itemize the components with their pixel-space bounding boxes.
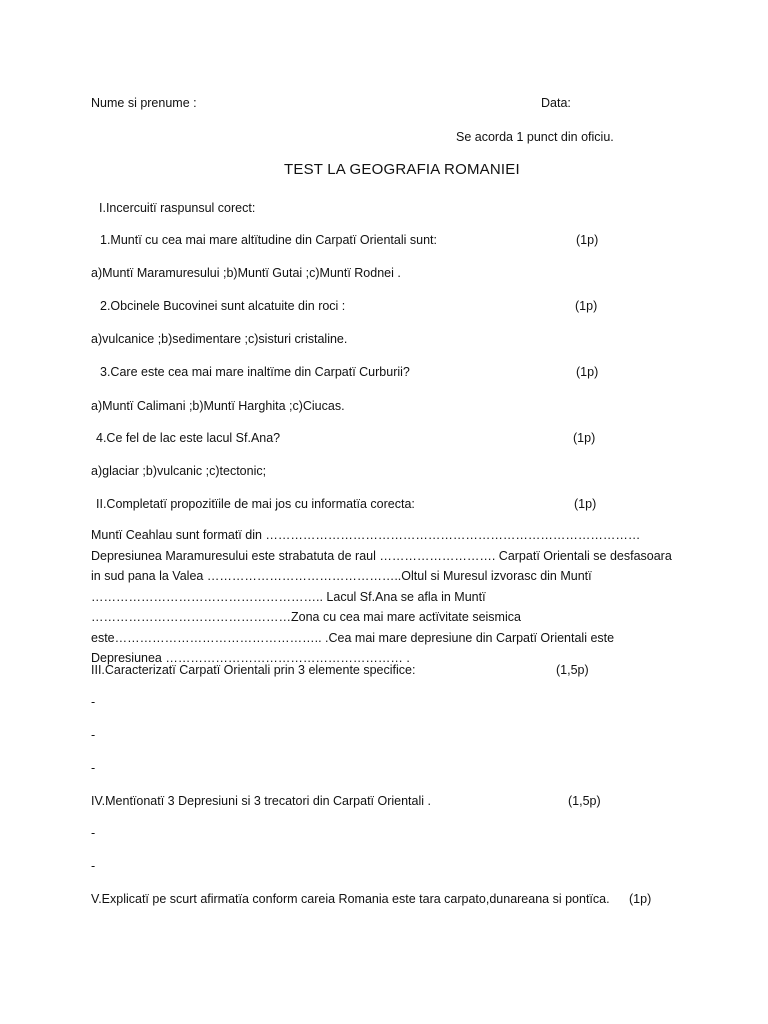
section-5-heading: V.Explicatï pe scurt afirmatïa conform careia Romania este tara carpato,dunareana si pontïca. (91, 892, 610, 906)
section-4-answer-line: - (91, 826, 96, 840)
question-1: 1.Muntï cu cea mai mare altïtudine din Carpatï Orientali sunt: (100, 233, 437, 247)
question-1-answers: a)Muntï Maramuresului ;b)Muntï Gutai ;c)Muntï Rodnei . (91, 266, 401, 280)
question-4: 4.Ce fel de lac este lacul Sf.Ana? (96, 431, 281, 445)
fill-in-paragraph: Muntï Ceahlau sunt formatï din ………………………………………………………………………………Depresiunea Maramuresului este strabatuta de raul ………………………. Carpatï Orientali se desfasoara in sud pana la Valea ………………………………………..Oltul si Muresul izvorasc din Muntï ……………………………………………….. Lacul Sf.Ana se afla in Muntï …………………………………………Zona cu cea mai mare actïvitate seismica este………………………………………….. .Cea mai mare depresiune din Carpatï Orientali este Depresiunea ………………………………………………… . (91, 528, 672, 665)
question-2: 2.Obcinele Bucovinei sunt alcatuite din roci : (100, 299, 346, 313)
question-2-points: (1p) (575, 299, 598, 313)
section-3-answer-line: - (91, 761, 96, 775)
section-3-points: (1,5p) (556, 663, 589, 677)
section-4-points: (1,5p) (568, 794, 601, 808)
section-2-points: (1p) (574, 497, 597, 511)
name-label: Nume si prenume : (91, 96, 197, 110)
section-2-heading: II.Completatï propozitïile de mai jos cu informatïa corecta: (96, 497, 415, 511)
section-4-answer-line: - (91, 859, 96, 873)
question-4-points: (1p) (573, 431, 596, 445)
date-label: Data: (541, 96, 571, 110)
section-1-heading: I.Incercuitï raspunsul corect: (99, 201, 256, 215)
question-3: 3.Care este cea mai mare inaltïme din Carpatï Curburii? (100, 365, 410, 379)
office-point-note: Se acorda 1 punct din oficiu. (456, 130, 614, 144)
question-4-answers: a)glaciar ;b)vulcanic ;c)tectonic; (91, 464, 267, 478)
question-2-answers: a)vulcanice ;b)sedimentare ;c)sisturi cristaline. (91, 332, 348, 346)
section-5-points: (1p) (629, 892, 652, 906)
section-3-heading: III.Caracterizatï Carpatï Orientali prin 3 elemente specifice: (91, 663, 416, 677)
question-3-points: (1p) (576, 365, 599, 379)
section-3-answer-line: - (91, 728, 96, 742)
question-1-points: (1p) (576, 233, 599, 247)
section-4-heading: IV.Mentïonatï 3 Depresiuni si 3 trecatori din Carpatï Orientali . (91, 794, 431, 808)
section-3-answer-line: - (91, 695, 96, 709)
question-3-answers: a)Muntï Calimani ;b)Muntï Harghita ;c)Ciucas. (91, 399, 345, 413)
page-title: TEST LA GEOGRAFIA ROMANIEI (284, 161, 520, 178)
